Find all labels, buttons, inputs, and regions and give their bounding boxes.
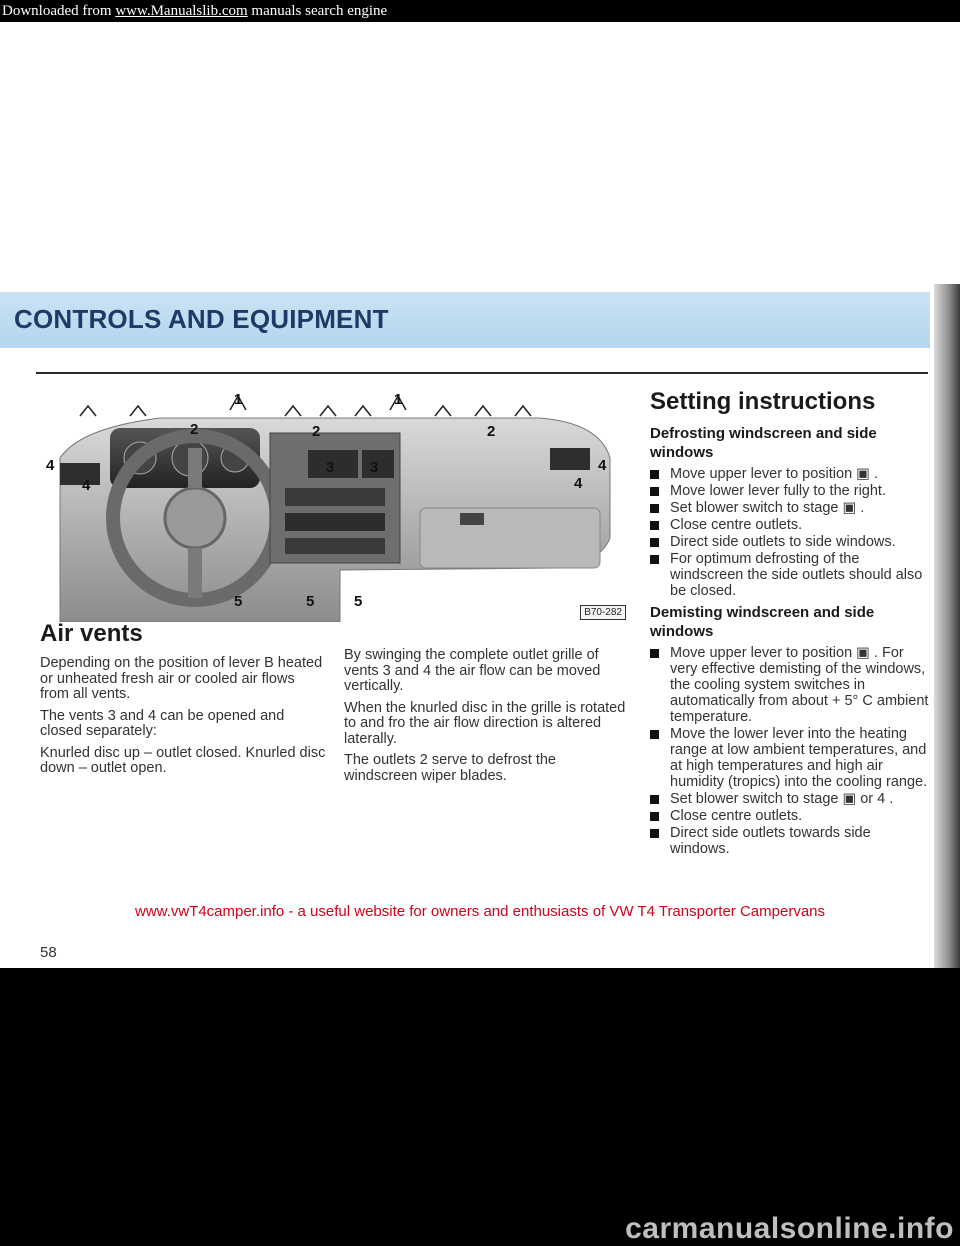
glovebox (420, 508, 600, 568)
paragraph: Depending on the position of lever B heated or unheated fresh air or cooled air flows from all vents. (40, 655, 323, 702)
side-vent-right (550, 448, 590, 470)
list-item: Close centre outlets. (650, 517, 934, 533)
paragraph: By swinging the complete outlet grille of vents 3 and 4 the air flow can be moved vertically. (344, 647, 601, 694)
website-footer: www.vwT4camper.info - a useful website for owners and enthusiasts of VW T4 Transporter Campervans (134, 903, 826, 920)
callout-1b: 1 (394, 391, 403, 408)
callout-4b: 4 (82, 477, 91, 494)
setting-instructions-heading: Setting instructions (650, 388, 876, 415)
callout-4c: 4 (598, 457, 607, 474)
callout-5b: 5 (306, 593, 315, 610)
air-vents-column-2 (344, 648, 632, 790)
callout-2b: 2 (312, 423, 321, 440)
air-vents-heading: Air vents (40, 620, 143, 647)
list-item: Direct side outlets to side windows. (650, 534, 934, 550)
side-vent-left (60, 463, 100, 485)
divider (36, 372, 928, 374)
list-item: For optimum defrosting of the windscreen the side outlets should also be closed. (650, 551, 934, 599)
list-item: Move upper lever to position ▣ . For very effective demisting of the windows, the cooling system switches in automatically from about + 5° C ambient temperature. (650, 645, 934, 725)
banner-suffix: manuals search engine (247, 3, 388, 19)
banner-prefix: Downloaded from (2, 3, 116, 19)
section-title: CONTROLS AND EQUIPMENT (14, 304, 389, 334)
callout-1a: 1 (234, 391, 243, 408)
callout-5a: 5 (234, 593, 243, 610)
callout-4a: 4 (46, 457, 55, 474)
dashboard-figure (40, 388, 630, 622)
section-header (0, 292, 930, 348)
setting-instructions (650, 388, 934, 861)
list-item: Close centre outlets. (650, 808, 934, 824)
figure-code: B70-282 (580, 605, 626, 620)
demist-steps (650, 645, 934, 857)
list-item: Move upper lever to position ▣ . (650, 466, 934, 482)
page-edge-shadow (934, 284, 960, 968)
callout-5c: 5 (354, 593, 363, 610)
list-item: Set blower switch to stage ▣ or 4 . (650, 791, 934, 807)
list-item: Move the lower lever into the heating range at low ambient temperatures, and at high temperatures and high air humidity (tropics) into the cooling range. (650, 726, 934, 790)
list-item: Set blower switch to stage ▣ . (650, 500, 934, 516)
list-item: Move lower lever fully to the right. (650, 483, 934, 499)
page-number: 58 (40, 944, 57, 961)
paragraph: Knurled disc up – outlet closed. Knurled disc down – outlet open. (40, 744, 326, 776)
defrost-steps (650, 466, 934, 599)
paragraph: The vents 3 and 4 can be opened and closed separately: (40, 707, 285, 739)
list-item: Direct side outlets towards side windows. (650, 825, 934, 857)
defrost-heading: Defrosting windscreen and side windows (650, 425, 877, 461)
callout-3a: 3 (326, 459, 335, 476)
callout-3b: 3 (370, 459, 379, 476)
download-banner (0, 0, 960, 22)
manualslib-link[interactable]: www.Manualslib.com (115, 3, 248, 19)
watermark-brand: carmanualsonline.info (625, 1212, 954, 1245)
air-vents-column-1 (40, 656, 326, 783)
dashboard-illustration (40, 388, 630, 622)
callout-2c: 2 (487, 423, 496, 440)
demist-heading: Demisting windscreen and side windows (650, 604, 875, 640)
paragraph: The outlets 2 serve to defrost the windscreen wiper blades. (344, 752, 556, 784)
callout-2a: 2 (190, 421, 199, 438)
callout-4d: 4 (574, 475, 583, 492)
paragraph: When the knurled disc in the grille is rotated to and fro the air flow direction is altered laterally. (344, 699, 626, 747)
